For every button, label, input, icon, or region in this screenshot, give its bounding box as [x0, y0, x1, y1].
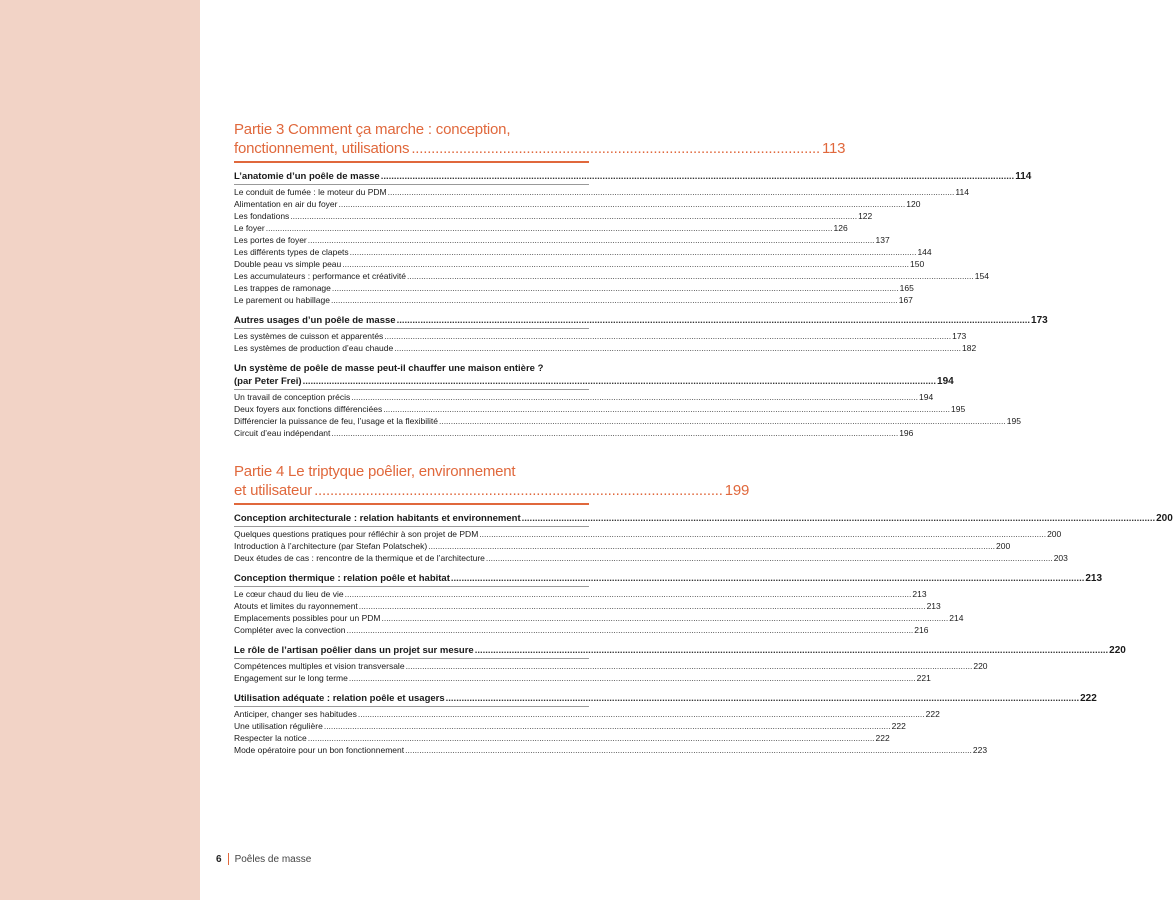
footer-book-title: Poêles de masse	[234, 853, 312, 865]
toc-entry	[234, 403, 966, 415]
entry-title: Introduction à l’architecture (par Stefan Polatschek)	[234, 541, 428, 551]
entry-title: Deux études de cas : rencontre de la thermique et de l’architecture	[234, 553, 485, 563]
entry-title: Alimentation en air du foyer	[234, 199, 338, 209]
entry-title: Le parement ou habillage	[234, 295, 330, 305]
entry-title: Les accumulateurs : performance et créativité	[234, 271, 406, 281]
entry-title: Un travail de conception précis	[234, 392, 351, 402]
leader-dots: ................................................................................................................................................................................................................................................	[307, 733, 875, 743]
entry-page-number: 196	[899, 428, 914, 438]
leader-dots: ................................................................................................................................................................................................................................................	[445, 693, 1080, 704]
part-title-line: fonctionnement, utilisations	[234, 140, 410, 157]
leader-dots: ................................................................................................................................................................................................................................................	[406, 271, 974, 281]
toc-entry	[234, 744, 988, 756]
leader-dots: ................................................................................................................................................................................................................................................	[380, 171, 1015, 182]
entry-page-number: 203	[1053, 553, 1068, 563]
entry-title: Les fondations	[234, 211, 290, 221]
entry-title: Deux foyers aux fonctions différenciées	[234, 404, 383, 414]
toc-entry	[234, 528, 1062, 540]
toc-entry	[234, 415, 1021, 427]
part-title-line: et utilisateur	[234, 482, 313, 499]
entry-page-number: 182	[962, 343, 977, 353]
leader-dots: ................................................................................................................................................................................................................................................	[265, 223, 833, 233]
entry-title: Atouts et limites du rayonnement	[234, 601, 358, 611]
table-of-contents	[234, 120, 1173, 756]
entry-page-number: 216	[914, 625, 929, 635]
entry-title: Le cœur chaud du lieu de vie	[234, 589, 344, 599]
footer-separator	[228, 853, 229, 865]
leader-dots: ................................................................................................................................................................................................................................................	[290, 211, 858, 221]
toc-chapter	[234, 644, 1126, 684]
entry-title: Les systèmes de cuisson et apparentés	[234, 331, 384, 341]
chapter-title: Conception architecturale : relation habitants et environnement	[234, 513, 521, 524]
part-title-last-line	[234, 481, 750, 505]
part-heading	[234, 120, 846, 163]
leader-dots: ................................................................................................................................................................................................................................................	[307, 235, 875, 245]
chapter-title: L’anatomie d’un poêle de masse	[234, 171, 380, 182]
leader-dots: ................................................................................................................................................................................................................................................	[387, 187, 955, 197]
toc-entry	[234, 552, 1068, 564]
chapter-page-number: 200	[1156, 513, 1173, 524]
chapter-page-number: 222	[1080, 693, 1097, 704]
leader-dots: ................................................................................................................................................................................................................................................	[338, 199, 906, 209]
entry-title: Le conduit de fumée : le moteur du PDM	[234, 187, 387, 197]
toc-entry	[234, 210, 873, 222]
toc-entry	[234, 660, 988, 672]
entry-title: Engagement sur le long terme	[234, 673, 348, 683]
part-title-line: Partie 4 Le triptyque poêlier, environnement	[234, 463, 516, 480]
part-chapters	[234, 512, 1173, 756]
entry-page-number: 144	[917, 247, 932, 257]
leader-dots: ................................................................................................................................................................................................................................................	[405, 745, 972, 755]
entry-page-number: 200	[996, 541, 1011, 551]
leader-dots: ................................................................................................................................................................................................................................................	[344, 589, 912, 599]
part-chapters	[234, 170, 1048, 439]
entry-title: Une utilisation régulière	[234, 721, 323, 731]
entry-title: Les portes de foyer	[234, 235, 307, 245]
part-title-last-line	[234, 139, 846, 163]
chapter-title: (par Peter Frei)	[234, 376, 302, 387]
leader-dots: ................................................................................................................................................................................................................................................	[521, 513, 1156, 524]
leader-dots: ................................................................................................................................................................................................................................................	[450, 573, 1085, 584]
toc-entry	[234, 222, 848, 234]
toc-entry	[234, 246, 932, 258]
leader-dots: ................................................................................................................................................................................................................................................	[330, 295, 898, 305]
chapter-page-number: 114	[1015, 171, 1032, 182]
leader-dots: ................................................................................................................................................................................................................................................	[346, 625, 914, 635]
toc-entry	[234, 294, 913, 306]
entry-page-number: 114	[955, 187, 969, 197]
leader-dots: ................................................................................................................................................................................................................................................	[381, 613, 949, 623]
entry-page-number: 195	[950, 404, 966, 414]
toc-entry	[234, 234, 890, 246]
leader-dots: ................................................................................................................................................................................................................................................	[485, 553, 1053, 563]
entry-page-number: 195	[1006, 416, 1021, 426]
toc-entry	[234, 342, 977, 354]
leader-dots: ................................................................................................................................................................................................................................................	[396, 315, 1031, 326]
entry-page-number: 213	[926, 601, 941, 611]
entry-page-number: 165	[899, 283, 914, 293]
leader-dots: ................................................................................................................................................................................................................................................	[331, 283, 899, 293]
chapter-heading	[234, 512, 1173, 527]
leader-dots: ................................................................................................................................................................................................................................................	[357, 709, 925, 719]
entry-page-number: 154	[974, 271, 989, 281]
toc-entry	[234, 427, 914, 439]
chapter-page-number: 173	[1031, 315, 1048, 326]
entry-title: Respecter la notice	[234, 733, 307, 743]
toc-entry	[234, 588, 927, 600]
footer-page-number: 6	[216, 853, 222, 865]
entry-page-number: 120	[906, 199, 921, 209]
leader-dots: ................................................................................................................................................................................................................................................	[384, 331, 952, 341]
entry-title: Quelques questions pratiques pour réfléchir à son projet de PDM	[234, 529, 479, 539]
chapter-heading	[234, 644, 1126, 659]
entry-page-number: 173	[952, 331, 967, 341]
chapter-page-number: 213	[1085, 573, 1103, 584]
toc-entry	[234, 708, 940, 720]
toc-entry	[234, 600, 941, 612]
toc-entry	[234, 391, 934, 403]
part-page-number: 199	[724, 482, 750, 499]
toc-entry	[234, 186, 969, 198]
leader-dots: ................................................................................................................................................................................................................................................	[394, 343, 962, 353]
toc-entry	[234, 672, 931, 684]
part-heading	[234, 462, 750, 505]
chapter-title: Utilisation adéquate : relation poêle et usagers	[234, 693, 445, 704]
leader-dots: ................................................................................................................................................................................................................................................	[474, 645, 1109, 656]
entry-page-number: 150	[910, 259, 925, 269]
chapter-title: Autres usages d’un poêle de masse	[234, 315, 396, 326]
entry-title: Emplacements possibles pour un PDM	[234, 613, 381, 623]
entry-page-number: 222	[875, 733, 890, 743]
leader-dots: ................................................................................................................................................................................................................................................	[358, 601, 926, 611]
entry-page-number: 213	[912, 589, 927, 599]
leader-dots: .......................................................................................................	[411, 140, 820, 157]
entry-page-number: 200	[1047, 529, 1062, 539]
entry-title: Anticiper, changer ses habitudes	[234, 709, 357, 719]
leader-dots: ................................................................................................................................................................................................................................................	[405, 661, 973, 671]
page-footer	[216, 853, 311, 865]
entry-page-number: 167	[898, 295, 913, 305]
leader-dots: ................................................................................................................................................................................................................................................	[323, 721, 891, 731]
entry-page-number: 222	[891, 721, 906, 731]
entry-page-number: 220	[973, 661, 988, 671]
entry-title: Les différents types de clapets	[234, 247, 349, 257]
leader-dots: ................................................................................................................................................................................................................................................	[331, 428, 899, 438]
part-title-line: Partie 3 Comment ça marche : conception,	[234, 121, 511, 138]
toc-entry	[234, 330, 967, 342]
toc-chapter	[234, 512, 1173, 564]
entry-title: Les trappes de ramonage	[234, 283, 331, 293]
chapter-page-number: 194	[937, 376, 954, 387]
entry-title: Le foyer	[234, 223, 265, 233]
entry-page-number: 222	[925, 709, 940, 719]
leader-dots: ................................................................................................................................................................................................................................................	[348, 673, 916, 683]
toc-entry	[234, 612, 964, 624]
toc-chapter	[234, 692, 1097, 756]
toc-entry	[234, 282, 914, 294]
chapter-title: Conception thermique : relation poêle et habitat	[234, 573, 450, 584]
chapter-title-line: Un système de poêle de masse peut-il chauffer une maison entière ?	[234, 363, 544, 374]
leader-dots: ................................................................................................................................................................................................................................................	[349, 247, 917, 257]
leader-dots: ................................................................................................................................................................................................................................................	[479, 529, 1047, 539]
toc-chapter	[234, 170, 1032, 306]
entry-title: Double peau vs simple peau	[234, 259, 342, 269]
decorative-side-band	[0, 0, 200, 900]
entry-page-number: 122	[858, 211, 873, 221]
leader-dots: .......................................................................................................	[314, 482, 723, 499]
toc-chapter	[234, 362, 1021, 439]
part-page-number: 113	[822, 140, 846, 157]
chapter-title: Le rôle de l’artisan poêlier dans un projet sur mesure	[234, 645, 474, 656]
leader-dots: ................................................................................................................................................................................................................................................	[438, 416, 1006, 426]
entry-page-number: 214	[949, 613, 964, 623]
toc-entry	[234, 258, 925, 270]
toc-chapter	[234, 572, 1103, 636]
entry-page-number: 223	[972, 745, 988, 755]
entry-page-number: 221	[916, 673, 931, 683]
toc-entry	[234, 732, 890, 744]
chapter-heading	[234, 170, 1032, 185]
chapter-heading	[234, 314, 1048, 329]
entry-title: Compléter avec la convection	[234, 625, 346, 635]
toc-entry	[234, 624, 929, 636]
chapter-heading	[234, 572, 1103, 587]
toc-entry	[234, 540, 1011, 552]
toc-chapter	[234, 314, 1048, 354]
toc-entry	[234, 270, 989, 282]
leader-dots: ................................................................................................................................................................................................................................................	[351, 392, 919, 402]
entry-page-number: 137	[875, 235, 890, 245]
chapter-heading	[234, 692, 1097, 707]
toc-entry	[234, 720, 906, 732]
entry-title: Compétences multiples et vision transversale	[234, 661, 405, 671]
entry-title: Différencier la puissance de feu, l’usage et la flexibilité	[234, 416, 438, 426]
entry-page-number: 126	[833, 223, 848, 233]
entry-title: Les systèmes de production d’eau chaude	[234, 343, 394, 353]
leader-dots: ................................................................................................................................................................................................................................................	[383, 404, 950, 414]
toc-entry	[234, 198, 921, 210]
leader-dots: ................................................................................................................................................................................................................................................	[342, 259, 910, 269]
entry-title: Circuit d’eau indépendant	[234, 428, 331, 438]
entry-page-number: 194	[919, 392, 934, 402]
chapter-heading	[234, 375, 954, 390]
leader-dots: ................................................................................................................................................................................................................................................	[302, 376, 937, 387]
chapter-page-number: 220	[1109, 645, 1126, 656]
entry-title: Mode opératoire pour un bon fonctionnement	[234, 745, 405, 755]
leader-dots: ................................................................................................................................................................................................................................................	[428, 541, 996, 551]
